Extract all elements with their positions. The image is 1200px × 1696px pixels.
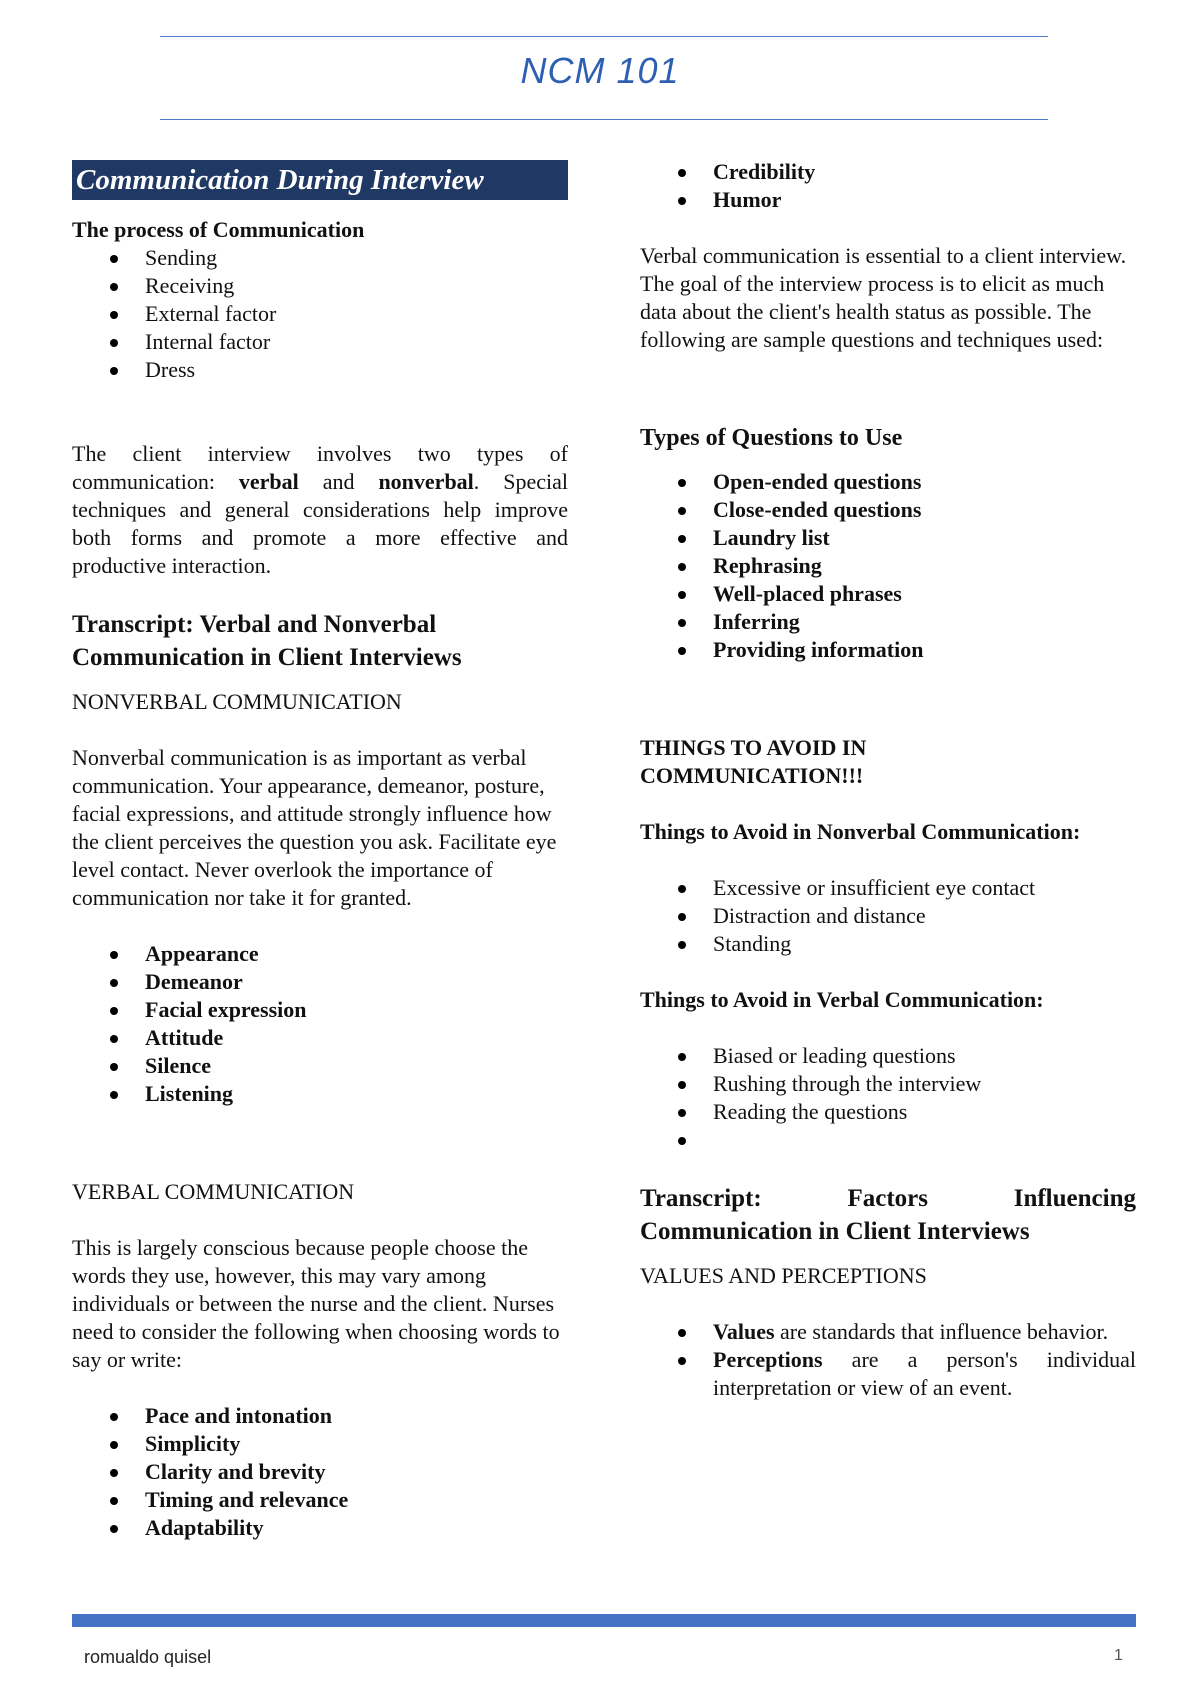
- intro-text-3: . Special techniques and general considerations help improve both forms and promote a more effective and productive interaction.: [72, 469, 568, 578]
- list-item: Distraction and distance: [640, 902, 1136, 930]
- header-rule-bottom: [160, 119, 1048, 120]
- list-item: Listening: [72, 1080, 568, 1108]
- list-item: Well-placed phrases: [640, 580, 1136, 608]
- verbal-heading: VERBAL COMMUNICATION: [72, 1179, 355, 1204]
- page-title: NCM 101: [520, 50, 680, 91]
- list-item: Sending: [72, 244, 568, 272]
- nonverbal-list: [72, 940, 568, 1108]
- transcript-2-word-2: Factors: [847, 1185, 928, 1212]
- list-item: Clarity and brevity: [72, 1458, 568, 1486]
- list-item-empty: [640, 1126, 1136, 1154]
- list-item: Internal factor: [72, 328, 568, 356]
- perceptions-definition: are a person's individual interpretation or view of an event.: [713, 1347, 1136, 1400]
- transcript-2-word-1: Transcript:: [640, 1185, 762, 1212]
- list-item: Rushing through the interview: [640, 1070, 1136, 1098]
- questions-heading: Types of Questions to Use: [640, 425, 903, 451]
- section-banner: Communication During Interview: [72, 160, 568, 200]
- avoid-heading-line-2: COMMUNICATION!!!: [640, 763, 864, 788]
- values-definition: are standards that influence behavior.: [774, 1319, 1109, 1344]
- avoid-nonverbal-heading: Things to Avoid in Nonverbal Communication:: [640, 819, 1081, 844]
- list-item: Silence: [72, 1052, 568, 1080]
- nonverbal-paragraph: Nonverbal communication is as important as verbal communication. Your appearance, demeanor, posture, facial expressions, and attitude strongly influence how the client perceives the question you ask. Facilitate eye level contact. Never overlook the importance of communication nor take it for granted.: [72, 745, 557, 910]
- avoid-verbal-list: [640, 1042, 1136, 1154]
- list-item: External factor: [72, 300, 568, 328]
- list-item: Open-ended questions: [640, 468, 1136, 496]
- intro-bold-nonverbal: nonverbal: [378, 469, 474, 494]
- list-item: Laundry list: [640, 524, 1136, 552]
- header-rule-top: [160, 36, 1048, 37]
- list-item: Dress: [72, 356, 568, 384]
- left-column: [72, 158, 568, 1542]
- transcript-2-line-1: [640, 1182, 1136, 1215]
- intro-paragraph: [72, 440, 568, 580]
- list-item: Attitude: [72, 1024, 568, 1052]
- top-list: [640, 158, 1136, 214]
- transcript-2-line-2: Communication in Client Interviews: [640, 1218, 1030, 1245]
- questions-list: [640, 468, 1136, 664]
- footer-author: romualdo quisel: [84, 1647, 212, 1667]
- list-item: [640, 1318, 1136, 1346]
- transcript-2-word-3: Influencing: [1013, 1185, 1136, 1212]
- list-item: Timing and relevance: [72, 1486, 568, 1514]
- list-item: Simplicity: [72, 1430, 568, 1458]
- list-item: Adaptability: [72, 1514, 568, 1542]
- list-item: Humor: [640, 186, 1136, 214]
- list-item: Close-ended questions: [640, 496, 1136, 524]
- avoid-verbal-heading: Things to Avoid in Verbal Communication:: [640, 987, 1044, 1012]
- list-item: Providing information: [640, 636, 1136, 664]
- values-list: [640, 1318, 1136, 1402]
- page-number: 1: [1114, 1647, 1123, 1664]
- avoid-heading-line-1: THINGS TO AVOID IN: [640, 735, 867, 760]
- list-item: Pace and intonation: [72, 1402, 568, 1430]
- nonverbal-heading: NONVERBAL COMMUNICATION: [72, 689, 402, 714]
- verbal-paragraph: This is largely conscious because people choose the words they use, however, this may vary among individuals or between the nurse and the client. Nurses need to consider the following when choosing words to say or write:: [72, 1235, 560, 1372]
- values-heading: VALUES AND PERCEPTIONS: [640, 1263, 927, 1288]
- process-list: [72, 244, 568, 384]
- list-item: Inferring: [640, 608, 1136, 636]
- list-item: Receiving: [72, 272, 568, 300]
- list-item: Facial expression: [72, 996, 568, 1024]
- intro-text-1: The client interview involves two types of communication:: [72, 441, 568, 494]
- transcript-2-title: [640, 1182, 1136, 1248]
- perceptions-term: Perceptions: [713, 1347, 823, 1372]
- intro-text-2: and: [298, 469, 379, 494]
- list-item: Demeanor: [72, 968, 568, 996]
- list-item: Excessive or insufficient eye contact: [640, 874, 1136, 902]
- avoid-heading: [640, 734, 1136, 790]
- list-item: Reading the questions: [640, 1098, 1136, 1126]
- process-heading: The process of Communication: [72, 217, 365, 242]
- transcript-1-title: Transcript: Verbal and Nonverbal Communication in Client Interviews: [72, 611, 462, 671]
- list-item: [640, 1346, 1136, 1402]
- list-item: Standing: [640, 930, 1136, 958]
- footer-bar: [72, 1614, 1136, 1627]
- list-item: Credibility: [640, 158, 1136, 186]
- list-item: Rephrasing: [640, 552, 1136, 580]
- intro-bold-verbal: verbal: [238, 469, 299, 494]
- list-item: Appearance: [72, 940, 568, 968]
- values-term: Values: [713, 1319, 775, 1344]
- avoid-nonverbal-list: [640, 874, 1136, 958]
- verbal-list: [72, 1402, 568, 1542]
- right-column: [640, 158, 1136, 1402]
- list-item: Biased or leading questions: [640, 1042, 1136, 1070]
- verbal-intro-paragraph: Verbal communication is essential to a client interview. The goal of the interview process is to elicit as much data about the client's health status as possible. The following are sample questions and techniques used:: [640, 243, 1127, 352]
